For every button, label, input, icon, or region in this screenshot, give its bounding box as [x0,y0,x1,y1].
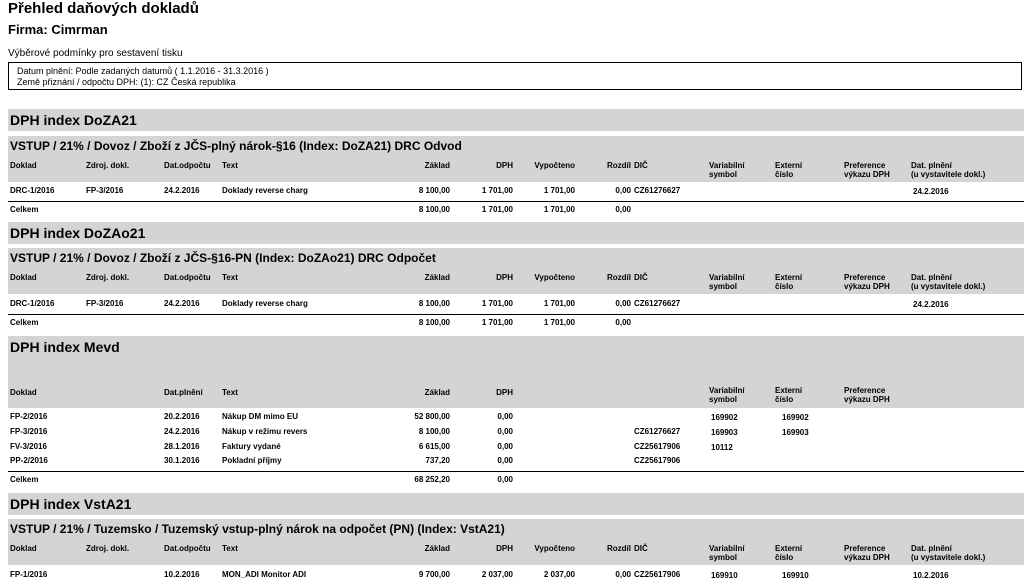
column-header-text: (u vystavitele dokl.) [911,282,986,291]
col-ext [775,161,802,179]
table-cell: 8 100,00 [418,318,450,327]
table-cell: FP-3/2016 [86,299,124,308]
table-cell: 169903 [782,428,809,437]
col-doklad: Doklad [10,388,37,397]
column-header-text: Dat. plnění [911,273,952,282]
section-title: DPH index Mevd [8,336,1024,358]
col-ext [775,386,802,404]
criteria-box [8,62,1022,90]
table-cell: 0,00 [615,570,631,579]
column-header-text: výkazu DPH [844,395,890,404]
table-cell: CZ61276627 [634,427,681,436]
column-header-text: číslo [775,282,794,291]
table-cell: FP-3/2016 [86,186,124,195]
col-pref [844,273,890,291]
col-vypocteno: Vypočteno [534,273,575,282]
table-cell: 0,00 [497,442,513,451]
table-cell: 2 037,00 [481,570,513,579]
divider [8,314,1024,315]
col-dat: Dat.odpočtu [164,273,211,282]
col-text: Text [222,161,238,170]
col-vs [709,161,745,179]
table-cell: 6 615,00 [418,442,450,451]
column-header-row [8,358,1024,408]
column-header-text: Variabilní [709,386,745,395]
column-header-text: Externí [775,161,803,170]
column-header-text: Externí [775,386,803,395]
divider [8,201,1024,202]
table-cell: PP-2/2016 [10,456,48,465]
table-cell: 1 701,00 [481,299,513,308]
col-dic: DIČ [634,544,648,553]
table-cell: 8 100,00 [418,427,450,436]
col-zdroj: Zdroj. dokl. [86,544,130,553]
column-header-row [8,156,1024,182]
column-header-text: Preference [844,544,886,553]
col-rozdil: Rozdíl [607,161,631,170]
table-cell: Pokladní příjmy [222,456,282,465]
col-datpl [911,544,985,562]
table-cell: Nákup v režimu revers [222,427,308,436]
table-cell: 1 701,00 [543,318,575,327]
table-cell: 8 100,00 [418,299,450,308]
table-cell: 24.2.2016 [164,186,200,195]
table-cell: Doklady reverse charg [222,186,308,195]
table-cell: 1 701,00 [481,186,513,195]
col-doklad: Doklad [10,161,37,170]
col-datpl [911,273,985,291]
col-vs [709,386,745,404]
table-cell: 0,00 [497,412,513,421]
table-cell: 0,00 [615,186,631,195]
col-dic: DIČ [634,273,648,282]
column-header-text: výkazu DPH [844,553,890,562]
col-vs [709,273,745,291]
table-cell: CZ25617906 [634,456,681,465]
col-datpl [911,161,985,179]
table-cell: FP-2/2016 [10,412,48,421]
col-rozdil: Rozdíl [607,273,631,282]
table-cell: 8 100,00 [418,186,450,195]
page-title: Přehled daňových dokladů [8,0,199,17]
table-cell: 0,00 [497,475,513,484]
table-cell: 169903 [711,428,738,437]
table-cell: 2 037,00 [543,570,575,579]
table-cell: 0,00 [497,456,513,465]
column-header-text: (u vystavitele dokl.) [911,553,986,562]
col-text: Text [222,388,238,397]
table-cell: Celkem [10,475,39,484]
col-zaklad: Základ [424,544,450,553]
column-header-text: Preference [844,273,886,282]
col-rozdil: Rozdíl [607,544,631,553]
section-title: DPH index DoZAo21 [8,222,1024,244]
section-subtitle: VSTUP / 21% / Tuzemsko / Tuzemský vstup-plný nárok na odpočet (PN) (Index: VstA21) [8,519,1024,539]
col-dat: Dat.odpočtu [164,544,211,553]
table-cell: Celkem [10,318,39,327]
table-cell: 9 700,00 [418,570,450,579]
col-zdroj: Zdroj. dokl. [86,273,130,282]
table-cell: 24.2.2016 [164,427,200,436]
table-cell: 169910 [711,571,738,580]
table-cell: 1 701,00 [543,299,575,308]
table-cell: 169902 [782,413,809,422]
col-vypocteno: Vypočteno [534,544,575,553]
table-cell: 24.2.2016 [913,187,949,196]
table-cell: 10.2.2016 [164,570,200,579]
column-header-row [8,539,1024,565]
divider [8,471,1024,472]
column-header-text: Variabilní [709,544,745,553]
col-dph: DPH [496,544,513,553]
table-cell: FP-1/2016 [10,570,48,579]
table-cell: CZ25617906 [634,570,681,579]
table-cell: 169910 [782,571,809,580]
col-doklad: Doklad [10,544,37,553]
column-header-text: (u vystavitele dokl.) [911,170,986,179]
section-title: DPH index DoZA21 [8,109,1024,131]
col-pref [844,386,890,404]
col-text: Text [222,273,238,282]
col-zdroj: Zdroj. dokl. [86,161,130,170]
section-title: DPH index VstA21 [8,493,1024,515]
table-cell: 10.2.2016 [913,571,949,580]
table-cell: 0,00 [615,205,631,214]
col-zaklad: Základ [424,388,450,397]
col-pref [844,161,890,179]
table-cell: CZ25617906 [634,442,681,451]
table-cell: Nákup DM mimo EU [222,412,299,421]
table-cell: FV-3/2016 [10,442,47,451]
table-cell: 20.2.2016 [164,412,200,421]
column-header-text: Externí [775,544,803,553]
table-cell: Celkem [10,205,39,214]
column-header-text: Variabilní [709,161,745,170]
col-ext [775,544,802,562]
table-cell: Faktury vydané [222,442,281,451]
table-cell: 10112 [711,443,733,452]
column-header-text: Variabilní [709,273,745,282]
column-header-text: symbol [709,282,738,291]
col-dph: DPH [496,161,513,170]
column-header-text: Dat. plnění [911,161,952,170]
column-header-text: symbol [709,170,738,179]
col-zaklad: Základ [424,161,450,170]
table-cell: 1 701,00 [543,205,575,214]
column-header-text: Preference [844,161,886,170]
col-dic: DIČ [634,161,648,170]
column-header-text: Preference [844,386,886,395]
column-header-text: symbol [709,553,738,562]
table-cell: CZ61276627 [634,299,681,308]
table-cell: 24.2.2016 [164,299,200,308]
table-cell: 28.1.2016 [164,442,200,451]
column-header-text: číslo [775,395,794,404]
table-cell: 1 701,00 [543,186,575,195]
company-name: Firma: Cimrman [8,22,108,37]
table-cell: 68 252,20 [414,475,450,484]
table-cell: Doklady reverse charg [222,299,308,308]
col-pref [844,544,890,562]
table-cell: 169902 [711,413,738,422]
criteria-line: Země přiznání / odpočtu DPH: (1): CZ Česká republika [17,77,236,87]
column-header-text: číslo [775,170,794,179]
col-vs [709,544,745,562]
column-header-text: výkazu DPH [844,282,890,291]
table-cell: 737,20 [425,456,450,465]
column-header-text: číslo [775,553,794,562]
table-cell: FP-3/2016 [10,427,48,436]
table-cell: 0,00 [615,318,631,327]
table-cell: 0,00 [615,299,631,308]
table-cell: 1 701,00 [481,318,513,327]
section-subtitle: VSTUP / 21% / Dovoz / Zboží z JČS-§16-PN (Index: DoZAo21) DRC Odpočet [8,248,1024,268]
col-text: Text [222,544,238,553]
table-cell: 24.2.2016 [913,300,949,309]
column-header-text: symbol [709,395,738,404]
table-cell: 30.1.2016 [164,456,200,465]
col-dat: Dat.odpočtu [164,161,211,170]
table-cell: 1 701,00 [481,205,513,214]
criteria-line: Datum plnění: Podle zadaných datumů ( 1.1.2016 - 31.3.2016 ) [17,66,269,76]
section-subtitle: VSTUP / 21% / Dovoz / Zboží z JČS-plný nárok-§16 (Index: DoZA21) DRC Odvod [8,136,1024,156]
col-doklad: Doklad [10,273,37,282]
table-cell: DRC-1/2016 [10,299,55,308]
column-header-text: Dat. plnění [911,544,952,553]
col-vypocteno: Vypočteno [534,161,575,170]
table-cell: DRC-1/2016 [10,186,55,195]
col-dat: Dat.plnění [164,388,203,397]
column-header-text: Externí [775,273,803,282]
table-cell: 8 100,00 [418,205,450,214]
table-cell: CZ61276627 [634,186,681,195]
table-cell: 52 800,00 [414,412,450,421]
col-dph: DPH [496,388,513,397]
table-cell: 0,00 [497,427,513,436]
criteria-label: Výběrové podmínky pro sestavení tisku [8,48,183,59]
table-cell: MON_ADI Monitor ADI [222,570,307,579]
column-header-row [8,268,1024,294]
column-header-text: výkazu DPH [844,170,890,179]
col-dph: DPH [496,273,513,282]
col-ext [775,273,802,291]
col-zaklad: Základ [424,273,450,282]
